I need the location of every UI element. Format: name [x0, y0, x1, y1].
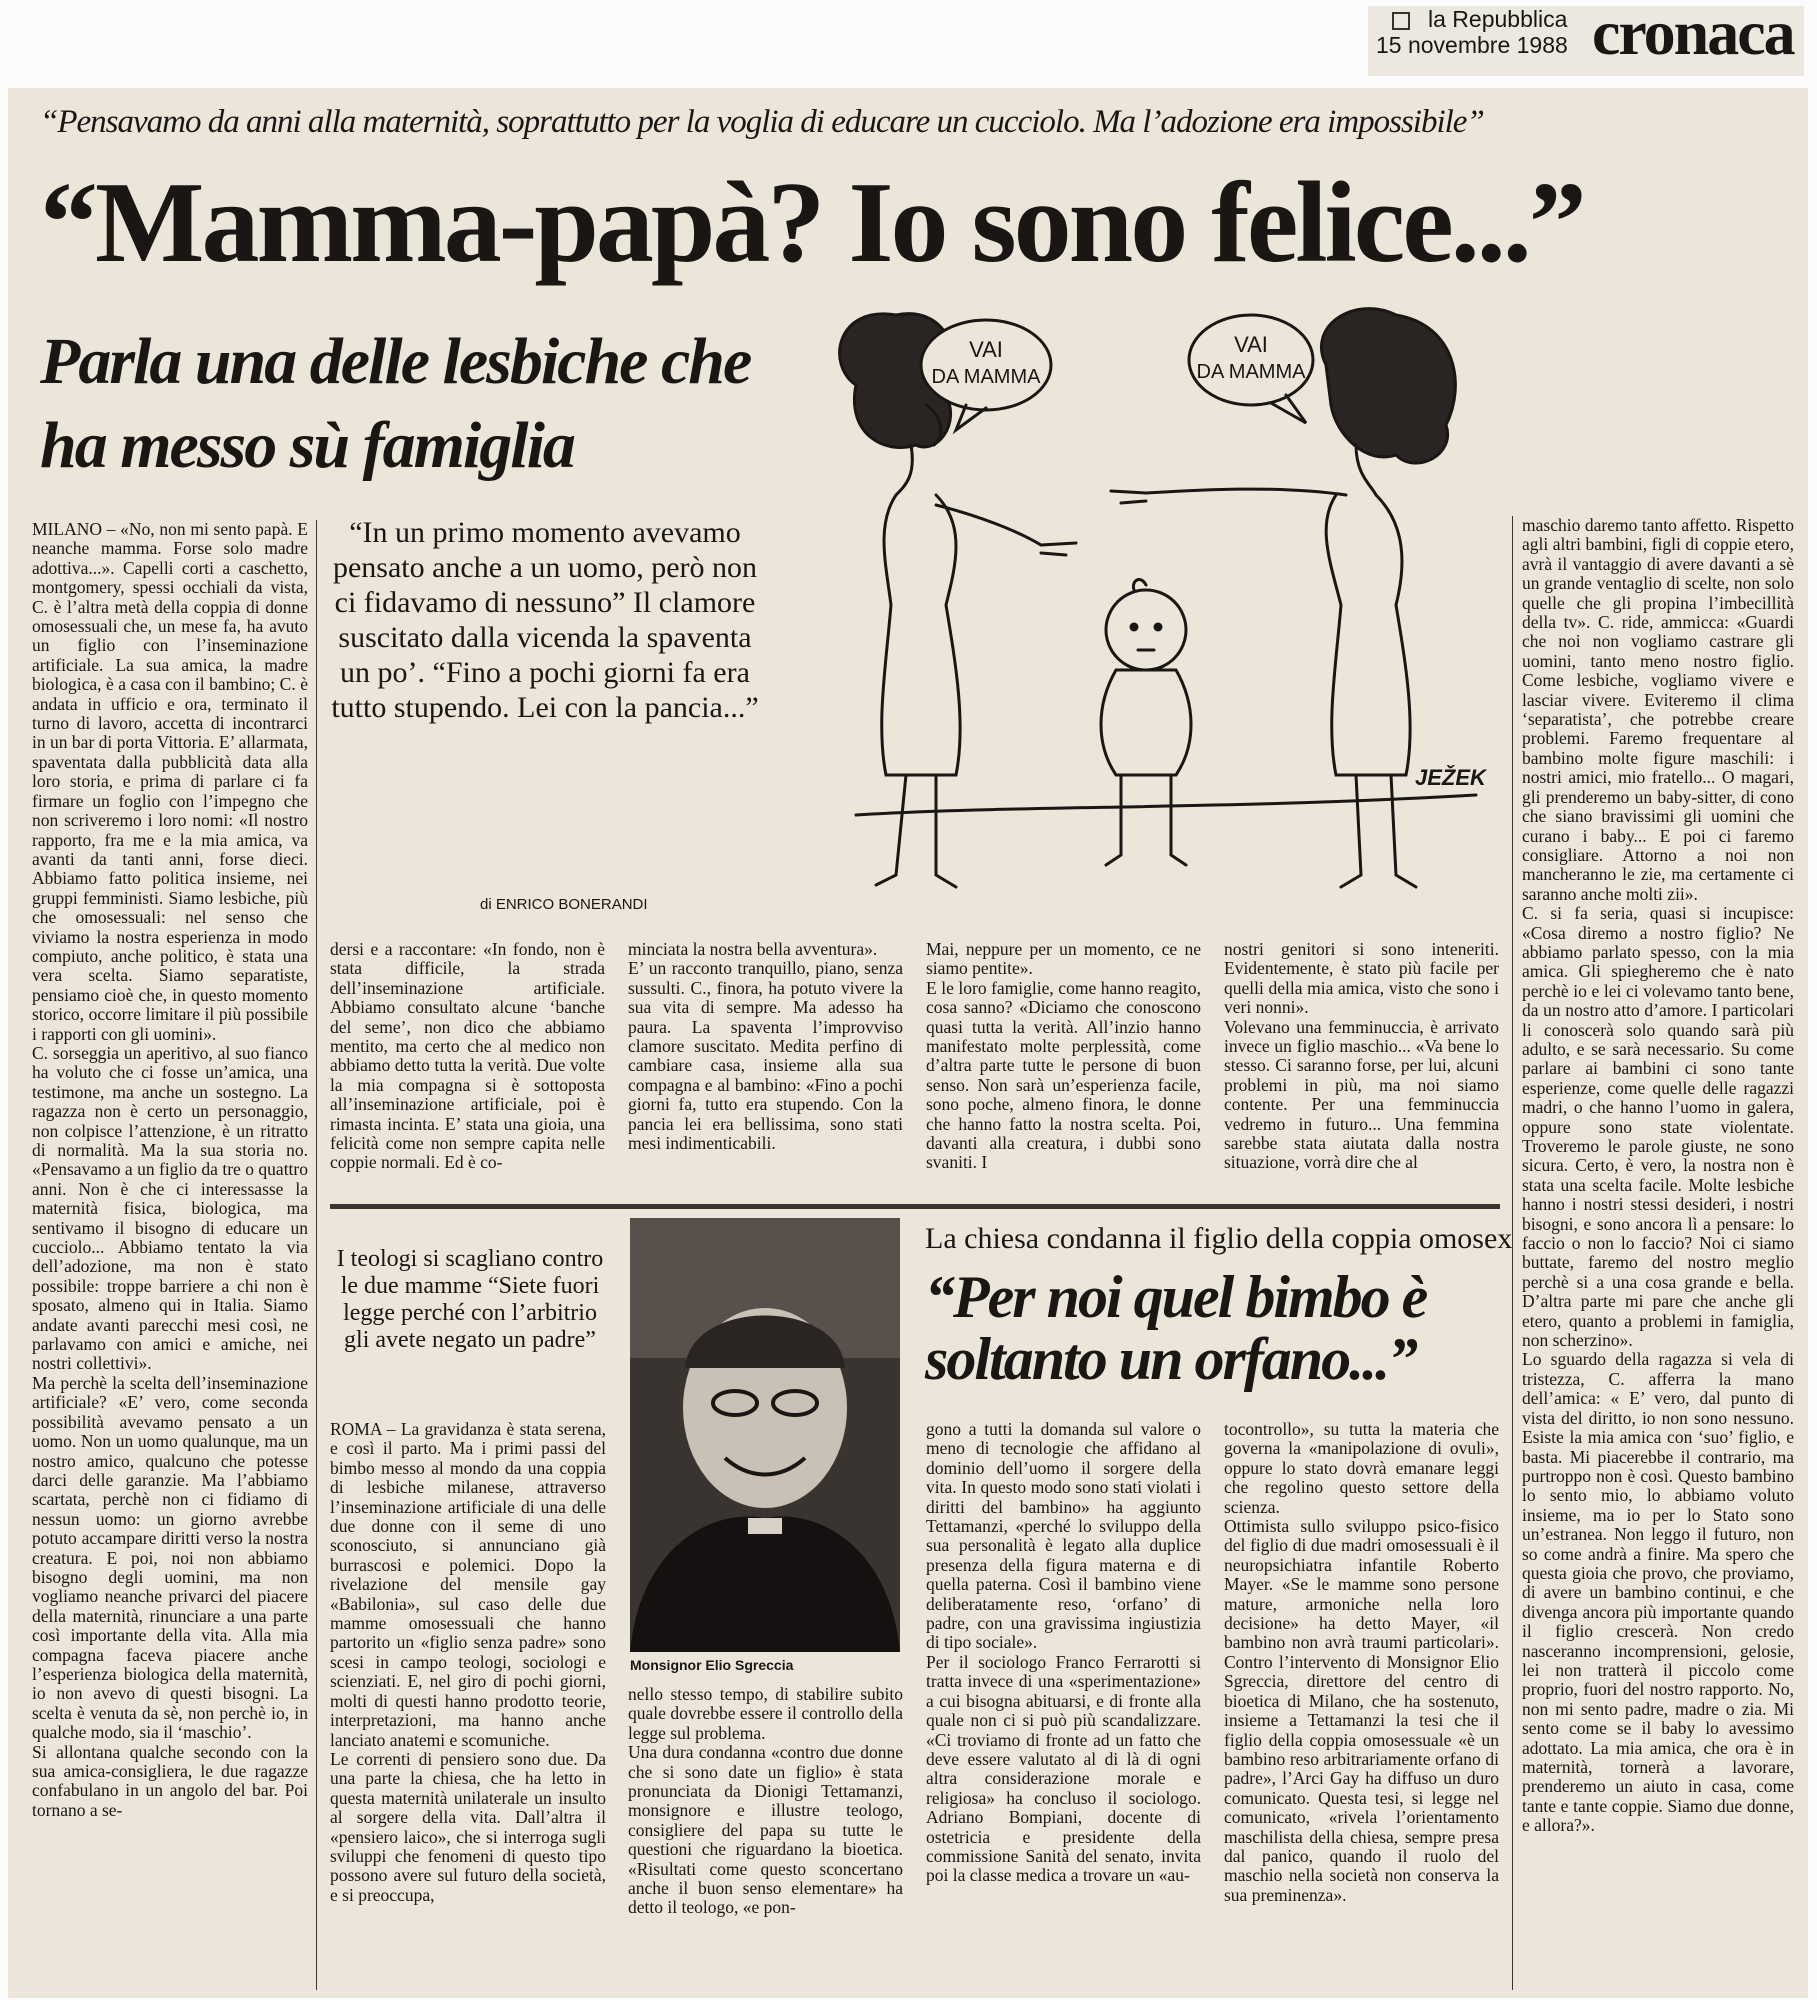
cartoonist-signature: JEŽEK: [1415, 765, 1486, 790]
column-rule: [316, 520, 317, 1990]
byline: di ENRICO BONERANDI: [480, 896, 648, 913]
article-column-5: nostri genitori si sono inteneriti. Evidentemente, è stato più facile per quelli della mia amica, visto che sono i veri nonni». Volevano una femminuccia, è arrivato invece un figlio maschio... «Va bene lo stesso. Ci saranno forse, per lui, alcuni problemi in più, ma noi siamo contente. Per una femminuccia vedremo in futuro... Una femmina sarebbe stata aiutata dalla nostra situazione, vorrà dire che al: [1224, 940, 1499, 1173]
cartoon-illustration: [816, 305, 1516, 895]
article-column-2: dersi e a raccontare: «In fondo, non è stata difficile, la strada dell’inseminazione artificiale. Abbiamo consultato alcune ‘banche del seme’, non dico che abbiamo mentito, ma certo che al medico non abbiamo detto tutta la verità. Due volte la mia compagna si è sottoposta all’inseminazione artificiale, poi è rimasta incinta. E’ stata una gioia, una felicità come non sempre capita nelle coppie normali. Ed è co-: [330, 940, 605, 1173]
sidebar-column-1: ROMA – La gravidanza è stata serena, e così il parto. Ma i primi passi del bimbo messo al mondo da una coppia di lesbiche milanese, attraverso l’inseminazione artificiale di una delle due donne con il seme di uno sconosciuto, si annunciano già burrascosi e polemici. Dopo la rivelazione del mensile gay «Babilonia», sul caso delle due mamme omosessuali che hanno partorito un «figlio senza padre» sono scesi in campo teologi, sociologi e scienziati. E, nel giro di pochi giorni, molti di questi hanno prodotto teorie, interpretazioni, ma hanno anche lanciato anatemi e scomuniche. Le correnti di pensiero sono due. Da una parte la chiesa, che ha letto in questa maternità unilaterale un insulto al sorgere della vita. Dall’altra il «pensiero laico», che si interroga sugli sviluppi che fenomeni di questo tipo possono avere sul futuro della società, e si preoccupa,: [330, 1420, 606, 1905]
speech-left-line2: DA MAMMA: [931, 366, 1041, 388]
publication-date: 15 novembre 1988: [1376, 32, 1568, 58]
article-headline: “Mamma-papà? Io sono felice...”: [40, 159, 1584, 287]
photo-caption: Monsignor Elio Sgreccia: [630, 1657, 794, 1673]
section-name: cronaca: [1592, 0, 1794, 68]
article-kicker: “Pensavamo da anni alla maternità, soprattutto per la voglia di educare un cucciolo. Ma l’adozione era impossibile”: [40, 104, 1484, 140]
article-column-6: maschio daremo tanto affetto. Rispetto agli altri bambini, figli di coppie etero, avrà il vantaggio di avere davanti a sè un grande ventaglio di scelte, non solo quelle che gli propina l’imbecillità della tv». C. ride, ammicca: «Guardi che noi non vogliamo castrare gli uomini, tanto meno nostro figlio. Come lesbiche, vogliamo vivere e lasciar vivere. Eviteremo il clima ‘separatista’, che potrebbe creare problemi. Faremo frequentare al bambino molte figure maschili: i nostri amici, mio fratello... O magari, gli prenderemo un baby-sitter, di cono che siano bravissimi gli uomini che curano i baby... E poi ci faremo consigliare. Attorno a noi non mancheranno le zie, ma certamente ci saranno anche molti zii». C. si fa seria, quasi si incupisce: «Cosa diremo a nostro figlio? Ne abbiamo parlato spesso, con la mia amica. Gli spiegheremo che è nato perchè io e lei ci volevamo tanto bene, da un nostro atto d’amore. I particolari li conoscerà solo quando sarà più adulto, e se sarà necessario. Su come parlare ai bambini ci sono tante esperienze, come quelle delle ragazzi madri, o che hanno l’uomo in galera, oppure sono state violentate. Troveremo le parole giuste, ne sono sicura. Certo, è vero, la nostra non è stata una scelta facile. Molte lesbiche hanno i nostri stessi desideri, i nostri bisogni, e sono ancora lì a pensare: lo faccio o non lo faccio? Noi ci siamo buttate, faremo del nostro meglio perchè si a una cosa grande e bella. D’altra parte mi pare che anche gli etero, quanto a problemi in famiglia, non scherzino». Lo sguardo della ragazza si vela di tristezza, C. afferra la mano dell’amica: « E’ vero, dal punto di vista del diritto, io non sono nessuno. Esiste la mia amica con ‘suo’ figlio, e basta. Mi piacerebbe il contrario, ma purtroppo non è così. Questo bambino lo sento mio, lo abbiamo voluto insieme, ma io per lo Stato sono un’estranea. Non leggo il futuro, non so come andrà a finire. Ma spero che questa gioia che provo, che proviamo, di avere un bambino continui, e che divenga ancora più importante quando il figlio crescerà. Non credo nasceranno incomprensioni, gelosie, lei non tratterà il piccolo come proprio, fuori del nostro rapporto. No, non mi sento padre, madre o zia. Mi sento come se il baby lo avessimo adottato. La mia amica, che ora è in maternità, tornerà a lavorare, prenderemo un aiuto in casa, come tante e tante coppie. Siamo due donne, e allora?».: [1522, 516, 1794, 1836]
portrait-photo: [630, 1218, 900, 1652]
section-divider: [330, 1204, 1500, 1209]
checkbox-icon: [1392, 12, 1410, 30]
pull-quote: “In un primo momento avevamo pensato anche a un uomo, però non ci fidavamo di nessuno” Il clamore suscitato dalla vicenda la spaventa un po’. “Fino a pochi giorni fa era tutto stupendo. Lei con la pancia...”: [331, 516, 759, 724]
sidebar-column-4: tocontrollo», su tutta la materia che governa la «manipolazione di ovuli», oppure lo stato dovrà emanare leggi che regolino questo settore della scienza. Ottimista sullo sviluppo psico-fisico del figlio di due madri omosessuali è il neuropsichiatra infantile Roberto Mayer. «Se le mamme sono persone mature, armoniche nella loro decisione» ha detto Mayer, «il bambino non avrà traumi particolari». Contro l’intervento di Monsignor Elio Sgreccia, direttore del centro di bioetica di Milano, che ha sostenuto, insieme a Tettamanzi la tesi che il figlio della coppia omosessuale «è un bambino reso arbitrariamente orfano di padre», l’Arci Gay ha diffuso un duro comunicato. Questa tesi, si legge nel comunicato, «rivela l’orientamento maschilista della chiesa, sempre presa dal panico, quando il ruolo del maschio nella società non conserva la sua preminenza».: [1224, 1420, 1499, 1905]
article-deck: Parla una delle lesbiche che ha messo sù famiglia: [40, 325, 751, 482]
speech-right-line2: DA MAMMA: [1196, 361, 1306, 383]
sidebar-kicker: La chiesa condanna il figlio della coppia omosex: [925, 1222, 1513, 1255]
speech-right-line1: VAI: [1234, 332, 1268, 357]
sidebar-headline: “Per noi quel bimbo è soltanto un orfano...”: [925, 1264, 1427, 1392]
article-column-3: minciata la nostra bella avventura». E’ un racconto tranquillo, piano, senza sussulti. C., finora, ha potuto vivere la sua vita di sempre. Ma adesso ha paura. La spaventa l’improvviso clamore suscitato. Medita perfino di cambiare casa, insieme alla sua compagna e al bambino: «Fino a pochi giorni fa, tutto era stupendo. Con la pancia lei era bellissima, sono stati mesi indimenticabili.: [628, 940, 903, 1154]
publication-name: la Repubblica: [1428, 6, 1568, 32]
sidebar-column-3: gono a tutti la domanda sul valore o meno di tecnologie che affidano al dominio dell’uomo il sorgere della vita. In questo modo sono stati violati i diritti del bambino» ha aggiunto Tettamanzi, «perché lo sviluppo della sua personalità è legato alla duplice presenza della figura materna e di quella paterna. Così il bambino viene deliberatamente reso, ‘orfano’ di padre, con una gravissima ingiustizia di tipo sociale». Per il sociologo Franco Ferrarotti si tratta invece di una «sperimentazione» a cui bisogna abituarsi, e di fronte alla quale non ci si può più scandalizzare. «Ci troviamo di fronte ad un fatto che deve essere valutato al di là di ogni altra considerazione morale e religiosa» ha concluso il sociologo. Adriano Bompiani, docente di ostetricia e presidente della commissione Sanità del senato, invita poi la classe medica a trovare un «au-: [926, 1420, 1201, 1886]
article-column-1: MILANO – «No, non mi sento papà. E neanche mamma. Forse solo madre adottiva...». Capelli corti a caschetto, montgomery, spessi occhiali da vista, C. è l’altra metà della coppia di donne omosessuali che, un mese fa, ha avuto un figlio con l’inseminazione artificiale. La sua amica, la madre biologica, è a casa con il bambino; C. è andata in ufficio e ora, terminato il turno di lavoro, accetta di incontrarci in un bar di porta Vittoria. E’ allarmata, spaventata dalla pubblicità data alla loro storia, e prima di parlare ci fa firmare un foglio con l’impegno che non scriveremo i loro nomi: «Il nostro rapporto, fra me e la mia amica, va avanti da tanti anni, forse dieci. Abbiamo fatto politica insieme, nei gruppi femministi. Siamo lesbiche, più che omosessuali: nel senso che viviamo la nostra esperienza in modo compiuto, anche politico, è stata una vera scelta. Siamo separatiste, pensiamo cioè che, in questo momento storico, occorre limitare il più possibile i rapporti con gli uomini». C. sorseggia un aperitivo, al suo fianco ha voluto che ci fosse un’amica, una testimone, ma anche un sostegno. La ragazza non è certo un personaggio, non colpisce l’attenzione, è un ritratto di normalità. Ma la sua storia no. «Pensavamo a un figlio da tre o quattro anni. Non è che ci interessasse la maternità fisica, biologica, ma sentivamo il bisogno di educare un cucciolo... Abbiamo tentato la via dell’adozione, ma non è stato possibile: troppe barriere a chi non è sposato, almeno qui in Italia. Siamo andate avanti parecchi mesi così, ne parlavamo con amici e amiche, nei nostri collettivi». Ma perchè la scelta dell’inseminazione artificiale? «E’ vero, come seconda possibilità avevamo pensato a un uomo. Non un uomo qualunque, ma un nostro amico, qualcuno che potesse darci delle garanzie. Ma l’abbiamo scartata, perchè non ci fidiamo di nessun uomo: un giorno avrebbe potuto accampare diritti verso la nostra creatura. E poi, noi non abbiamo bisogno degli uomini, ma non vogliamo neanche privarci del piacere della maternità, rinunciare a una parte così importante della vita. Alla mia compagna faceva piacere anche l’esperienza biologica della maternità, io non avevo di questi bisogni. La scelta è venuta da sè, non perchè io, in qualche modo, sia il ‘maschio’. Si allontana qualche secondo con la sua amica-consigliera, le due ragazze confabulano in un angolo del bar. Poi tornano a se-: [32, 520, 308, 1820]
theologians-head: I teologi si scagliano contro le due mamme “Siete fuori legge perché con l’arbitrio gli avete negato un padre”: [336, 1246, 604, 1353]
sidebar-column-2: nello stesso tempo, di stabilire subito quale dovrebbe essere il controllo della legge sul problema. Una dura condanna «contro due donne che si sono date un figlio» è stata pronunciata da Dionigi Tettamanzi, monsignore e illustre teologo, consigliere del papa su tutte le questioni che riguardano la bioetica. «Risultati come questo sconcertano anche il buon senso elementare» ha detto il teologo, «e pon-: [628, 1685, 903, 1918]
article-column-4: Mai, neppure per un momento, ce ne siamo pentite». E le loro famiglie, come hanno reagito, cosa sanno? «Diciamo che conoscono quasi tutta la verità. All’inzio hanno manifestato molte perplessità, come d’altra parte tutte le persone di buon senso. Non sarà un’esperienza facile, sono poche, almeno finora, le donne che hanno fatto la nostra scelta. Poi, davanti alla creatura, i dubbi sono svaniti. I: [926, 940, 1201, 1173]
speech-left-line1: VAI: [969, 337, 1003, 362]
